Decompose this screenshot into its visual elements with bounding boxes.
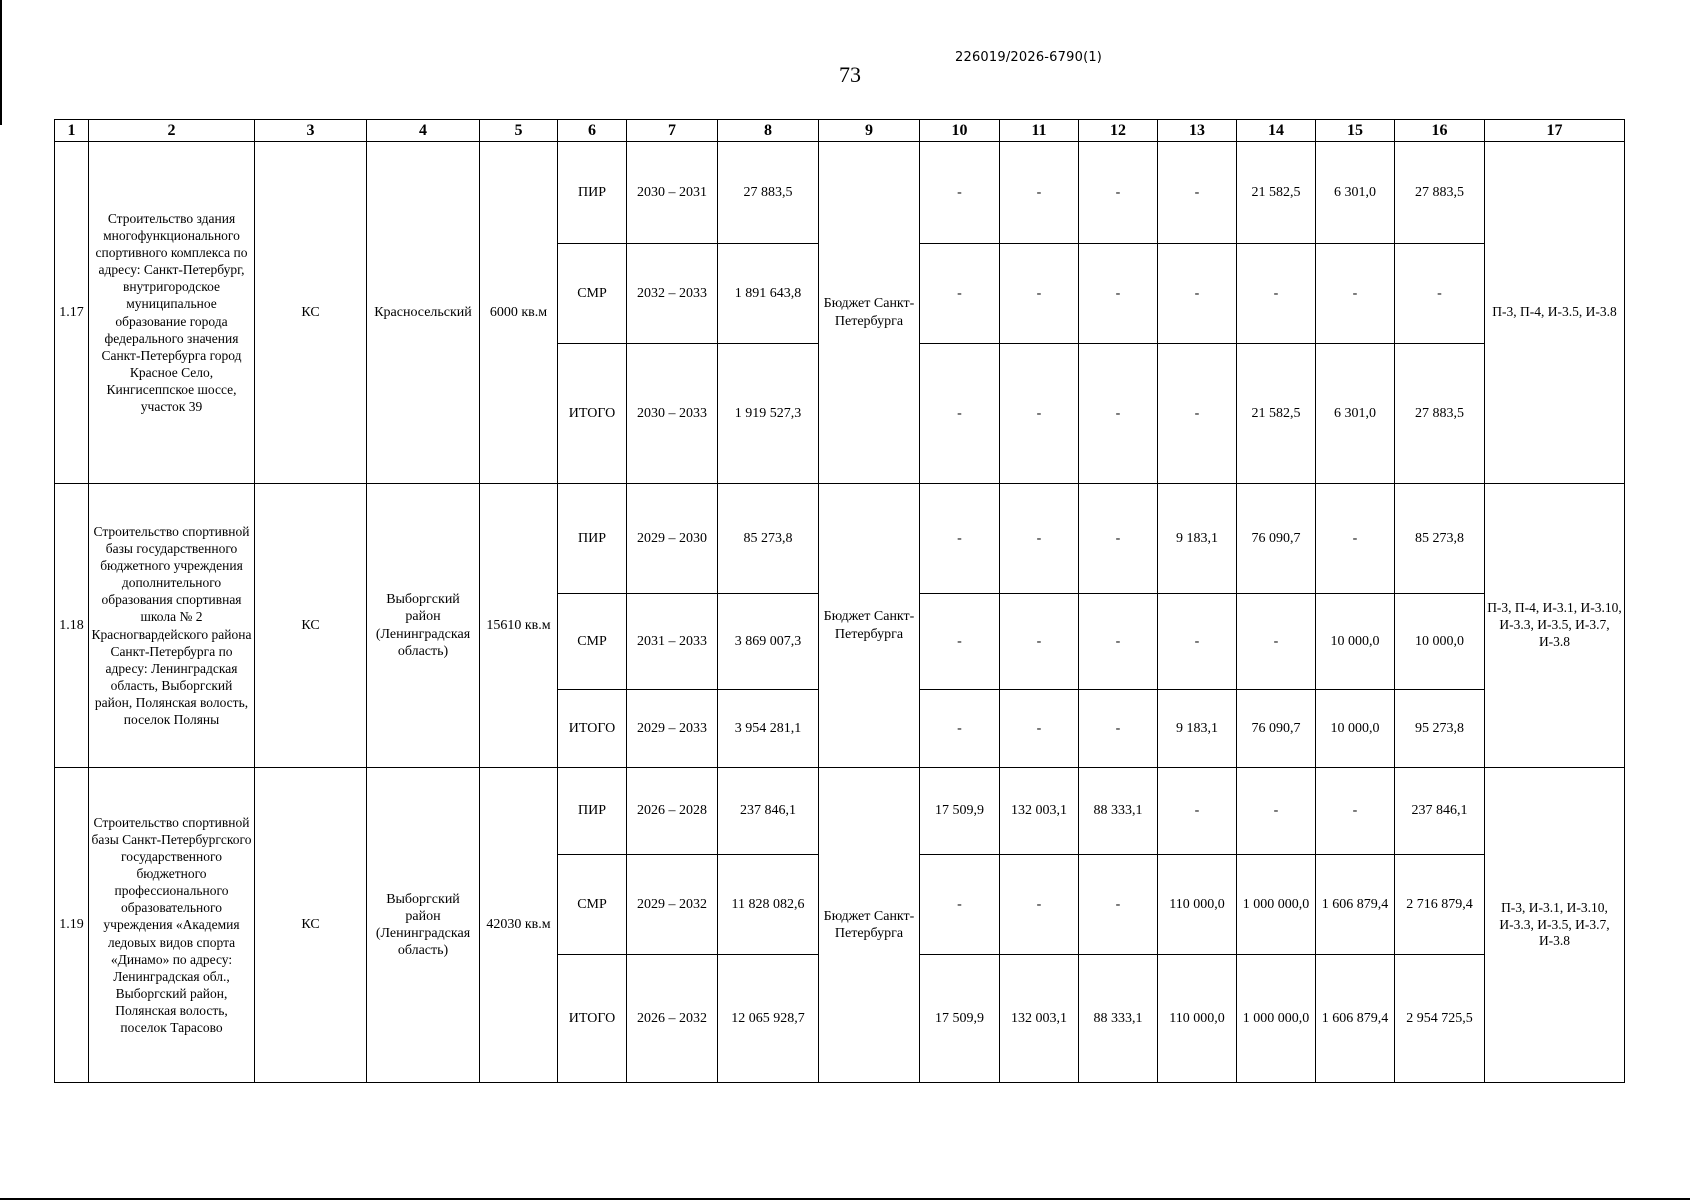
work-type: КС (255, 484, 367, 768)
value-cell: - (1316, 768, 1395, 855)
value-cell: - (920, 690, 1000, 768)
district: Выборгский район (Ленинградская область) (367, 484, 480, 768)
value-cell: 1 000 000,0 (1237, 955, 1316, 1083)
value-cell: - (920, 594, 1000, 690)
header-cell: 10 (920, 120, 1000, 142)
period: 2029 – 2033 (627, 690, 718, 768)
value-cell: - (1000, 690, 1079, 768)
value-cell: 2 716 879,4 (1395, 855, 1485, 955)
value-cell: - (1000, 142, 1079, 244)
value-cell: - (1079, 484, 1158, 594)
value-cell: - (1000, 344, 1079, 484)
period: 2029 – 2030 (627, 484, 718, 594)
value-cell: - (920, 484, 1000, 594)
stage: ПИР (558, 142, 627, 244)
row-number: 1.17 (55, 142, 89, 484)
district: Красносельский (367, 142, 480, 484)
period: 2030 – 2033 (627, 344, 718, 484)
total-cost: 11 828 082,6 (718, 855, 819, 955)
value-cell: - (920, 855, 1000, 955)
value-cell: - (920, 344, 1000, 484)
total-cost: 3 869 007,3 (718, 594, 819, 690)
total-cost: 1 919 527,3 (718, 344, 819, 484)
value-cell: 21 582,5 (1237, 142, 1316, 244)
indicator-codes: П-3, П-4, И-3.5, И-3.8 (1485, 142, 1625, 484)
capacity: 15610 кв.м (480, 484, 558, 768)
value-cell: - (1079, 244, 1158, 344)
funding-source: Бюджет Санкт-Петербурга (819, 142, 920, 484)
value-cell: - (1158, 244, 1237, 344)
value-cell: 2 954 725,5 (1395, 955, 1485, 1083)
value-cell: - (920, 244, 1000, 344)
value-cell: 9 183,1 (1158, 484, 1237, 594)
table-row (55, 768, 1625, 855)
stage: ИТОГО (558, 955, 627, 1083)
value-cell: 110 000,0 (1158, 955, 1237, 1083)
table-row (55, 484, 1625, 594)
header-cell: 8 (718, 120, 819, 142)
value-cell: 132 003,1 (1000, 955, 1079, 1083)
header-cell: 1 (55, 120, 89, 142)
value-cell: - (1079, 855, 1158, 955)
funding-source: Бюджет Санкт-Петербурга (819, 484, 920, 768)
period: 2030 – 2031 (627, 142, 718, 244)
value-cell: 76 090,7 (1237, 690, 1316, 768)
total-cost: 1 891 643,8 (718, 244, 819, 344)
header-cell: 16 (1395, 120, 1485, 142)
object-name: Строительство здания многофункционального спортивного комплекса по адресу: Санкт-Петербург, внутригородское муниципальное образование города федерального значения Санкт-Петербурга город Красное Село, Кингисеппское шоссе, участок 39 (89, 142, 255, 484)
value-cell: 88 333,1 (1079, 955, 1158, 1083)
stage: ИТОГО (558, 344, 627, 484)
scan-edge-mark (0, 0, 2, 125)
value-cell: 132 003,1 (1000, 768, 1079, 855)
total-cost: 237 846,1 (718, 768, 819, 855)
value-cell: - (920, 142, 1000, 244)
work-type: КС (255, 142, 367, 484)
value-cell: - (1000, 855, 1079, 955)
capacity: 6000 кв.м (480, 142, 558, 484)
value-cell: - (1000, 484, 1079, 594)
value-cell: - (1000, 594, 1079, 690)
value-cell: 6 301,0 (1316, 142, 1395, 244)
header-cell: 2 (89, 120, 255, 142)
row-number: 1.19 (55, 768, 89, 1083)
value-cell: 27 883,5 (1395, 344, 1485, 484)
total-cost: 85 273,8 (718, 484, 819, 594)
value-cell: - (1000, 244, 1079, 344)
work-type: КС (255, 768, 367, 1083)
value-cell: 88 333,1 (1079, 768, 1158, 855)
value-cell: - (1237, 244, 1316, 344)
table-row (55, 142, 1625, 244)
object-name: Строительство спортивной базы государственного бюджетного учреждения дополнительного образования спортивная школа № 2 Красногвардейского района Санкт-Петербурга по адресу: Ленинградская область, Выборгский район, Полянская волость, поселок Поляны (89, 484, 255, 768)
value-cell: 1 000 000,0 (1237, 855, 1316, 955)
header-cell: 6 (558, 120, 627, 142)
value-cell: - (1158, 344, 1237, 484)
investment-table (54, 119, 1625, 1083)
value-cell: 17 509,9 (920, 955, 1000, 1083)
header-row (55, 120, 1625, 142)
value-cell: 10 000,0 (1395, 594, 1485, 690)
value-cell: - (1079, 344, 1158, 484)
value-cell: 95 273,8 (1395, 690, 1485, 768)
header-cell: 7 (627, 120, 718, 142)
value-cell: 6 301,0 (1316, 344, 1395, 484)
period: 2026 – 2032 (627, 955, 718, 1083)
indicator-codes: П-3, И-3.1, И-3.10, И-3.3, И-3.5, И-3.7, И-3.8 (1485, 768, 1625, 1083)
value-cell: 1 606 879,4 (1316, 955, 1395, 1083)
header-cell: 17 (1485, 120, 1625, 142)
value-cell: 17 509,9 (920, 768, 1000, 855)
header-cell: 9 (819, 120, 920, 142)
value-cell: 237 846,1 (1395, 768, 1485, 855)
value-cell: 1 606 879,4 (1316, 855, 1395, 955)
value-cell: - (1158, 768, 1237, 855)
header-cell: 4 (367, 120, 480, 142)
value-cell: - (1237, 768, 1316, 855)
period: 2026 – 2028 (627, 768, 718, 855)
stage: ПИР (558, 484, 627, 594)
value-cell: 27 883,5 (1395, 142, 1485, 244)
value-cell: - (1316, 484, 1395, 594)
value-cell: 110 000,0 (1158, 855, 1237, 955)
document-id: 226019/2026-6790(1) (955, 50, 1103, 65)
value-cell: 9 183,1 (1158, 690, 1237, 768)
value-cell: 10 000,0 (1316, 690, 1395, 768)
header-cell: 5 (480, 120, 558, 142)
total-cost: 3 954 281,1 (718, 690, 819, 768)
value-cell: - (1237, 594, 1316, 690)
header-cell: 11 (1000, 120, 1079, 142)
value-cell: - (1079, 690, 1158, 768)
value-cell: - (1158, 594, 1237, 690)
district: Выборгский район (Ленинградская область) (367, 768, 480, 1083)
value-cell: 10 000,0 (1316, 594, 1395, 690)
value-cell: - (1079, 594, 1158, 690)
stage: ИТОГО (558, 690, 627, 768)
value-cell: - (1158, 142, 1237, 244)
value-cell: - (1316, 244, 1395, 344)
indicator-codes: П-3, П-4, И-3.1, И-3.10, И-3.3, И-3.5, И-3.7, И-3.8 (1485, 484, 1625, 768)
value-cell: 76 090,7 (1237, 484, 1316, 594)
header-cell: 15 (1316, 120, 1395, 142)
header-cell: 12 (1079, 120, 1158, 142)
period: 2031 – 2033 (627, 594, 718, 690)
total-cost: 27 883,5 (718, 142, 819, 244)
value-cell: - (1079, 142, 1158, 244)
stage: СМР (558, 855, 627, 955)
header-cell: 13 (1158, 120, 1237, 142)
header-cell: 3 (255, 120, 367, 142)
stage: СМР (558, 594, 627, 690)
value-cell: 85 273,8 (1395, 484, 1485, 594)
page-number: 73 (839, 62, 861, 87)
object-name: Строительство спортивной базы Санкт-Петербургского государственного бюджетного профессионального образовательного учреждения «Академия ледовых видов спорта «Динамо» по адресу: Ленинградская обл., Выборгский район, Полянская волость, поселок Тарасово (89, 768, 255, 1083)
value-cell: 21 582,5 (1237, 344, 1316, 484)
funding-source: Бюджет Санкт-Петербурга (819, 768, 920, 1083)
stage: ПИР (558, 768, 627, 855)
row-number: 1.18 (55, 484, 89, 768)
period: 2032 – 2033 (627, 244, 718, 344)
total-cost: 12 065 928,7 (718, 955, 819, 1083)
capacity: 42030 кв.м (480, 768, 558, 1083)
value-cell: - (1395, 244, 1485, 344)
period: 2029 – 2032 (627, 855, 718, 955)
header-cell: 14 (1237, 120, 1316, 142)
stage: СМР (558, 244, 627, 344)
